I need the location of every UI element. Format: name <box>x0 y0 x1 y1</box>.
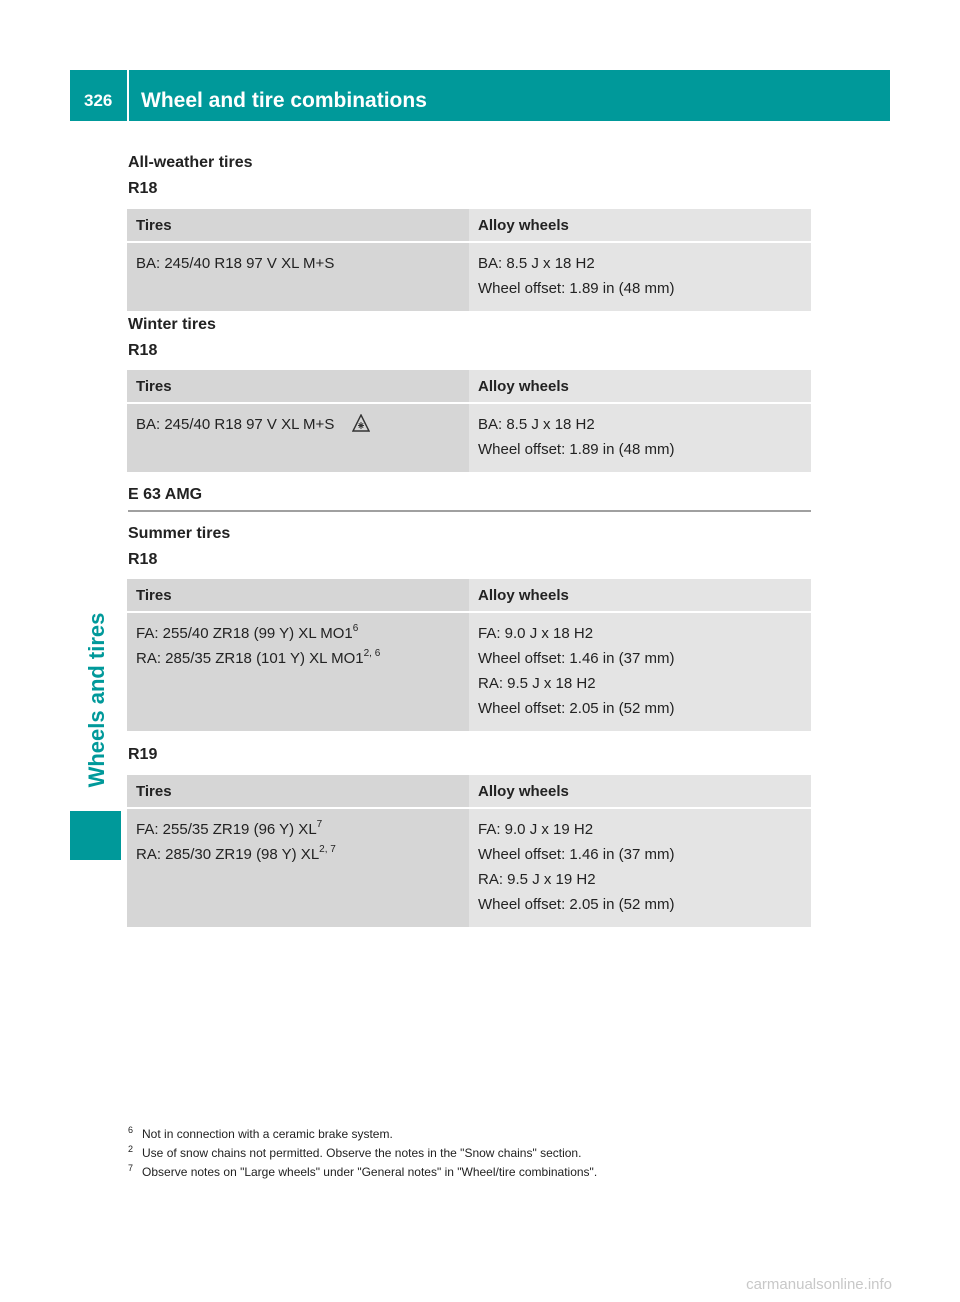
summer-r18-table <box>127 579 811 731</box>
rear-tire-spec <box>136 842 460 867</box>
front-tire-text: FA: 255/40 ZR18 (99 Y) XL MO1 <box>136 625 353 642</box>
tire-cell <box>127 809 469 927</box>
wheel-cell <box>469 613 811 731</box>
tires-column-header: Tires <box>127 370 469 404</box>
table-header-row <box>127 775 811 809</box>
footnote-text: Not in connection with a ceramic brake system. <box>142 1127 393 1141</box>
tires-column-header: Tires <box>127 209 469 243</box>
tires-column-header: Tires <box>127 775 469 809</box>
section-summer-title: Summer tires <box>128 525 231 542</box>
tire-cell <box>127 243 469 311</box>
footnote-ref: 7 <box>316 819 323 830</box>
snowflake-mountain-icon <box>352 414 370 432</box>
front-wheel-offset: Wheel offset: 1.46 in (37 mm) <box>478 846 675 863</box>
footnote-mark: 7 <box>128 1163 134 1173</box>
wheel-offset: Wheel offset: 1.89 in (48 mm) <box>478 280 675 297</box>
tire-cell <box>127 404 469 472</box>
summer-r19-table <box>127 775 811 927</box>
tire-cell <box>127 613 469 731</box>
tire-spec: BA: 245/40 R18 97 V XL M+S <box>136 255 335 272</box>
table-row <box>127 809 811 927</box>
amg-section-heading: E 63 AMG <box>128 486 811 512</box>
tire-spec-line <box>136 412 460 437</box>
front-tire-spec <box>136 621 460 646</box>
section-r19-size: R19 <box>128 746 158 763</box>
page-number: 326 <box>84 91 113 110</box>
section-all-weather-size: R18 <box>128 180 158 197</box>
footnote <box>128 1146 597 1165</box>
front-tire-text: FA: 255/35 ZR19 (96 Y) XL <box>136 821 317 838</box>
wheel-cell <box>469 404 811 472</box>
tire-spec: BA: 245/40 R18 97 V XL M+S <box>136 416 335 433</box>
section-summer-size: R18 <box>128 551 158 568</box>
footnote-ref: 2, 6 <box>363 648 381 659</box>
watermark: carmanualsonline.info <box>746 1276 892 1293</box>
table-row <box>127 613 811 731</box>
wheel-spec: BA: 8.5 J x 18 H2 <box>478 416 595 433</box>
footnote-text: Use of snow chains not permitted. Observe the notes in the "Snow chains" section. <box>142 1146 582 1160</box>
rear-wheel-spec: RA: 9.5 J x 18 H2 <box>478 675 596 692</box>
rear-tire-text: RA: 285/35 ZR18 (101 Y) XL MO1 <box>136 650 364 667</box>
wheels-column-header: Alloy wheels <box>469 370 811 404</box>
wheel-cell <box>469 243 811 311</box>
front-wheel-offset: Wheel offset: 1.46 in (37 mm) <box>478 650 675 667</box>
table-header-row <box>127 579 811 613</box>
footnote-mark: 6 <box>128 1125 134 1135</box>
wheels-column-header: Alloy wheels <box>469 209 811 243</box>
footnote <box>128 1165 597 1184</box>
wheels-column-header: Alloy wheels <box>469 579 811 613</box>
all-weather-r18-table <box>127 209 811 311</box>
footnote-text: Observe notes on "Large wheels" under "General notes" in "Wheel/tire combinations". <box>142 1165 598 1179</box>
rear-wheel-spec: RA: 9.5 J x 19 H2 <box>478 871 596 888</box>
table-row <box>127 243 811 311</box>
winter-r18-table <box>127 370 811 472</box>
side-tab-marker <box>70 811 121 860</box>
table-row <box>127 404 811 472</box>
section-winter-title: Winter tires <box>128 316 216 333</box>
section-winter-size: R18 <box>128 342 158 359</box>
header-divider <box>127 70 129 121</box>
table-header-row <box>127 370 811 404</box>
rear-tire-text: RA: 285/30 ZR19 (98 Y) XL <box>136 846 320 863</box>
wheels-column-header: Alloy wheels <box>469 775 811 809</box>
wheel-spec: BA: 8.5 J x 18 H2 <box>478 255 595 272</box>
side-tab-label: Wheels and tires <box>84 612 109 788</box>
page-title: Wheel and tire combinations <box>141 89 427 112</box>
table-header-row <box>127 209 811 243</box>
rear-wheel-offset: Wheel offset: 2.05 in (52 mm) <box>478 700 675 717</box>
footnote <box>128 1127 597 1146</box>
rear-tire-spec <box>136 646 460 671</box>
footnote-ref: 2, 7 <box>319 844 336 855</box>
front-tire-spec <box>136 817 460 842</box>
wheel-offset: Wheel offset: 1.89 in (48 mm) <box>478 441 675 458</box>
front-wheel-spec: FA: 9.0 J x 19 H2 <box>478 821 594 838</box>
wheel-cell <box>469 809 811 927</box>
footnote-mark: 2 <box>128 1144 134 1154</box>
section-all-weather-title: All-weather tires <box>128 154 253 171</box>
footnote-ref: 6 <box>352 623 359 634</box>
front-wheel-spec: FA: 9.0 J x 18 H2 <box>478 625 594 642</box>
footnotes <box>128 1127 597 1184</box>
rear-wheel-offset: Wheel offset: 2.05 in (52 mm) <box>478 896 675 913</box>
tires-column-header: Tires <box>127 579 469 613</box>
